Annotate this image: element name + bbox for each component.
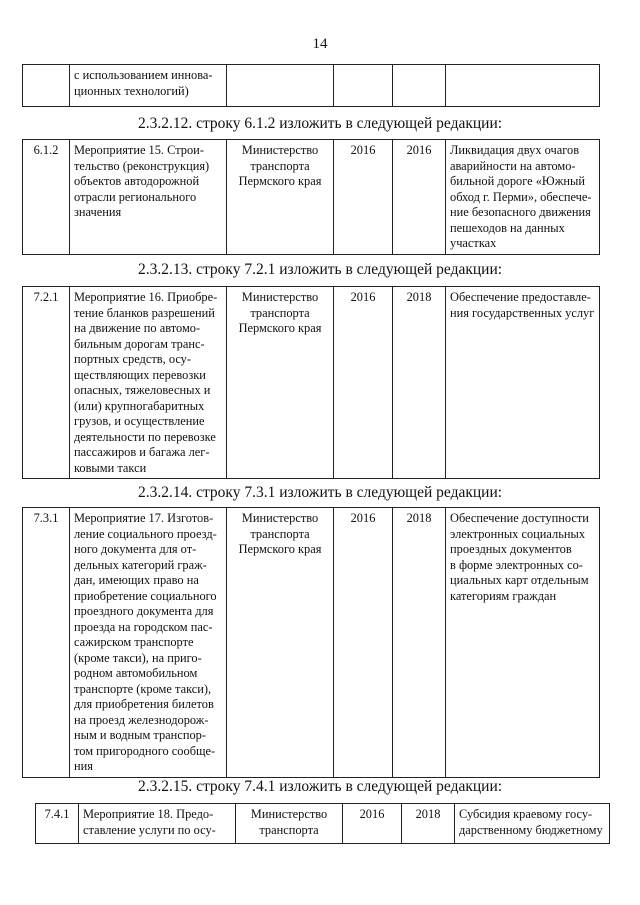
cell-line: тельство (реконструкция) — [74, 158, 210, 173]
cell-line: Мероприятие 17. Изготов- — [74, 511, 214, 525]
cell-event — [70, 65, 227, 107]
cell-result — [446, 287, 600, 479]
cell-line: отрасли регионального — [74, 189, 197, 204]
cell-line: циальных карт отдельным — [450, 573, 589, 587]
cell-num: 7.3.1 — [23, 508, 70, 778]
cell-line: грузов, и осуществление — [74, 414, 205, 428]
page-number: 14 — [312, 36, 328, 52]
cell-line: Субсидия краевому госу- — [459, 807, 593, 821]
section-heading: 2.3.2.14. строку 7.3.1 изложить в следующей редакции: — [137, 484, 503, 501]
cell-line: дельных категорий граж- — [74, 557, 207, 572]
cell-line: аварийности на автомо- — [450, 158, 576, 173]
cell-line: ществляющих перевозки — [74, 367, 206, 382]
cell-num: 7.2.1 — [23, 287, 70, 479]
cell-line: транспорта — [250, 305, 310, 320]
cell-executor — [227, 287, 334, 479]
cell-line: приобретение социального — [74, 588, 217, 603]
table-row-7-2-1 — [22, 286, 600, 479]
cell-line: бильным дорогам транс- — [74, 336, 205, 351]
table-row-7-3-1 — [22, 507, 600, 778]
cell-line: сажирском транспорте — [74, 635, 194, 649]
cell-line: с использованием иннова- — [74, 68, 213, 82]
cell-line: (или) крупногабаритных — [74, 398, 205, 413]
cell-line: том пригородного сообще- — [74, 743, 216, 758]
cell-line: Пермского края — [238, 174, 322, 188]
cell-end: 2016 — [393, 140, 446, 255]
cell-line: на движение по автомо- — [74, 321, 201, 335]
cell-executor — [227, 140, 334, 255]
cell-line: Министерство — [241, 511, 319, 525]
cell-start: 2016 — [334, 508, 393, 778]
cell-line: бильной дороге «Южный — [450, 174, 585, 188]
cell-line: пассажиров и багажа лег- — [74, 445, 210, 459]
cell-line: ковыми такси — [74, 460, 147, 475]
cell-line: проездных документов — [450, 542, 572, 556]
cell-end: 2018 — [393, 508, 446, 778]
cell-line: пешеходов на данных — [450, 220, 565, 235]
cell-end: 2018 — [393, 287, 446, 479]
cell-line: в форме электронных со- — [450, 557, 583, 572]
section-heading: 2.3.2.13. строку 7.2.1 изложить в следующей редакции: — [137, 261, 503, 278]
cell-line: Пермского края — [238, 321, 322, 335]
table-row-continuation — [22, 64, 600, 107]
cell-event — [70, 508, 227, 778]
cell-line: транспорта — [250, 158, 310, 173]
cell-line: транспорта — [250, 526, 310, 541]
cell-result — [446, 508, 600, 778]
cell-line: на проезд железнодорож- — [74, 712, 209, 727]
cell-line: проездного документа для — [74, 604, 214, 618]
cell-line: ционных технологий) — [74, 83, 189, 98]
cell-line: проезда на городском пас- — [74, 619, 213, 634]
cell-result — [455, 804, 610, 844]
cell-line: категориям граждан — [450, 588, 557, 603]
cell-result — [446, 140, 600, 255]
cell-line: значения — [74, 205, 122, 219]
cell-line: участках — [450, 236, 497, 250]
cell-line: ление социального проезд- — [74, 526, 217, 541]
cell-event — [70, 140, 227, 255]
cell-line: объектов автодорожной — [74, 174, 200, 188]
cell-line: транспорте (кроме такси), — [74, 681, 212, 696]
cell-line: Министерство — [250, 807, 328, 821]
cell-line: Обеспечение доступности — [450, 511, 589, 525]
table-row-6-1-2 — [22, 139, 600, 255]
cell-line: Ликвидация двух очагов — [450, 143, 580, 157]
cell-end — [393, 65, 446, 107]
cell-line: Мероприятие 16. Приобре- — [74, 290, 218, 304]
cell-line: ставление услуги по осу- — [83, 822, 216, 837]
cell-line: обход г. Перми», обеспече- — [450, 189, 592, 204]
cell-line: тение бланков разрешений — [74, 305, 215, 320]
cell-line: Министерство — [241, 290, 319, 304]
cell-line: портных средств, осу- — [74, 352, 191, 366]
cell-line: ным и водным транспор- — [74, 728, 206, 742]
cell-start: 2016 — [343, 804, 402, 844]
cell-line: для приобретения билетов — [74, 697, 214, 711]
cell-start: 2016 — [334, 140, 393, 255]
cell-num: 7.4.1 — [36, 804, 79, 844]
cell-line: (кроме такси), на приго- — [74, 650, 202, 665]
cell-num — [23, 65, 70, 107]
cell-line: Мероприятие 15. Строи- — [74, 143, 204, 157]
cell-line: ного документа для от- — [74, 542, 197, 556]
cell-event — [79, 804, 236, 844]
cell-line: дан, имеющих право на — [74, 573, 199, 587]
cell-line: транспорта — [259, 822, 319, 837]
cell-start: 2016 — [334, 287, 393, 479]
cell-executor — [227, 65, 334, 107]
cell-line: ния государственных услуг — [450, 305, 595, 320]
cell-line: Обеспечение предоставле- — [450, 290, 591, 304]
cell-line: Министерство — [241, 143, 319, 157]
cell-end: 2018 — [402, 804, 455, 844]
cell-event — [70, 287, 227, 479]
cell-line: дарственному бюджетному — [459, 822, 603, 837]
cell-line: опасных, тяжеловесных и — [74, 383, 211, 397]
table-row-7-4-1 — [35, 803, 610, 844]
cell-line: Мероприятие 18. Предо- — [83, 807, 214, 821]
cell-start — [334, 65, 393, 107]
cell-line: ние безопасного движения — [450, 205, 591, 219]
cell-num: 6.1.2 — [23, 140, 70, 255]
section-heading: 2.3.2.12. строку 6.1.2 изложить в следующей редакции: — [137, 115, 503, 132]
cell-line: ния — [74, 759, 93, 773]
cell-executor — [227, 508, 334, 778]
cell-executor — [236, 804, 343, 844]
cell-line: Пермского края — [238, 542, 322, 556]
cell-line: родном автомобильном — [74, 666, 198, 680]
cell-line: электронных социальных — [450, 526, 586, 541]
cell-line: деятельности по перевозке — [74, 429, 216, 444]
section-heading: 2.3.2.15. строку 7.4.1 изложить в следующей редакции: — [137, 778, 503, 795]
cell-result — [446, 65, 600, 107]
